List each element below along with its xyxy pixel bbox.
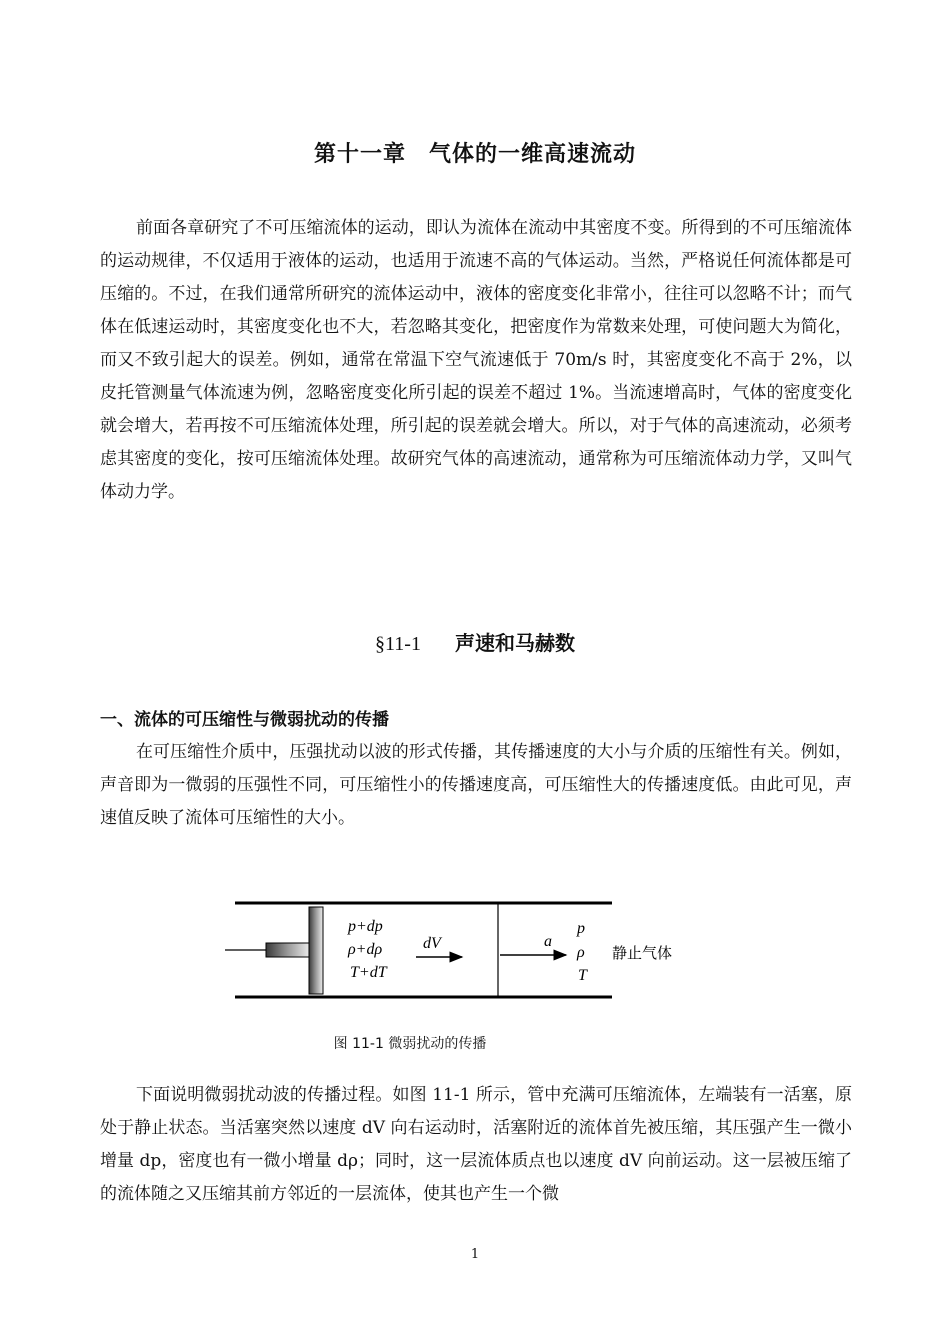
chapter-title: 第十一章 气体的一维高速流动 [313, 142, 636, 167]
figure-caption: 图 11-1 微弱扰动的传播 [333, 1036, 487, 1052]
label-temperature-disturbed: T+dT [350, 964, 387, 981]
section-name: 声速和马赫数 [454, 631, 575, 655]
label-temperature-still: T [578, 967, 587, 984]
figure-pipe-disturbance [220, 895, 700, 1010]
label-pressure-disturbed: p+dp [348, 918, 383, 935]
subsection-heading: 一、流体的可压缩性与微弱扰动的传播 [100, 710, 389, 730]
intro-paragraph: 前面各章研究了不可压缩流体的运动，即认为流体在流动中其密度不变。所得到的不可压缩流体的运动规律，不仅适用于液体的运动，也适用于流速不高的气体运动。当然，严格说任何流体都是可压缩的。不过，在我们通常所研究的流体运动中，液体的密度变化非常小，往往可以忽略不计；而气体在低速运动时，其密度变化也不大，若忽略其变化，把密度作为常数来处理，可使问题大为简化，而又不致引起大的误差。例如，通常在常温下空气流速低于 70m/s 时，其密度变化不高于 2%，以皮托管测量气体流速为例，忽略密度变化所引起的误差不超过 1%。当流速增高时，气体的密度变化就会增大，若再按不可压缩流体处理，所引起的误差就会增大。所以，对于气体的高速流动，必须考虑其密度的变化，按可压缩流体处理。故研究气体的高速流动，通常称为可压缩流体动力学，又叫气体动力学。 [100, 218, 852, 502]
label-still-gas: 静止气体 [612, 944, 673, 962]
label-velocity: dV [423, 935, 441, 952]
label-density-disturbed: ρ+dρ [348, 941, 383, 958]
piston-rod [266, 943, 310, 957]
label-density-still: ρ [577, 944, 585, 961]
label-wave-speed: a [544, 933, 552, 950]
section-title [0, 627, 950, 656]
subsection-paragraph: 在可压缩性介质中，压强扰动以波的形式传播，其传播速度的大小与介质的压缩性有关。例如，声音即为一微弱的压强性不同，可压缩性小的传播速度高，可压缩性大的传播速度低。由此可见，声速值反映了流体可压缩性的大小。 [100, 742, 852, 828]
label-pressure-still: p [577, 920, 585, 937]
page-number: 1 [470, 1247, 480, 1262]
piston-head [309, 907, 323, 994]
section-number: §11-1 [375, 633, 421, 655]
final-paragraph: 下面说明微弱扰动波的传播过程。如图 11-1 所示，管中充满可压缩流体，左端装有一活塞，原处于静止状态。当活塞突然以速度 dV 向右运动时，活塞附近的流体首先被压缩，其压强产生一微小增量 dp，密度也有一微小增量 dρ；同时，这一层流体质点也以速度 dV 向前运动。这一层被压缩了的流体随之又压缩其前方邻近的一层流体，使其也产生一个微 [100, 1085, 852, 1204]
